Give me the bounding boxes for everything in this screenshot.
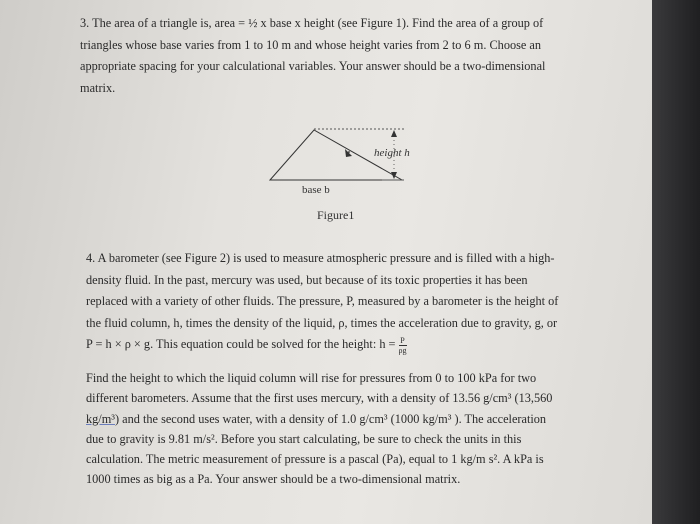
screen-edge xyxy=(652,0,700,524)
fraction-numerator: P xyxy=(400,335,405,345)
problem-4-line: density fluid. In the past, mercury was used, but because of its toxic properties it has been xyxy=(86,272,528,287)
problem-4-line: due to gravity is 9.81 m/s². Before you start calculating, be sure to check the units in this xyxy=(86,431,522,446)
slant-arrow-head xyxy=(345,149,352,157)
figure-caption: Figure1 xyxy=(317,208,355,222)
base-label: base b xyxy=(302,184,330,196)
problem-4-line: the fluid column, h, times the density of the liquid, ρ, times the acceleration due to gravity, g, or xyxy=(86,315,558,330)
problem-4-line: 4. A barometer (see Figure 2) is used to measure atmospheric pressure and is filled with a high- xyxy=(86,251,555,265)
problem-4-line: Find the height to which the liquid column will rise for pressures from 0 to 100 kPa for two xyxy=(86,371,537,385)
height-fraction xyxy=(399,336,407,355)
problem-4-line: 1000 times as big as a Pa. Your answer should be a two-dimensional matrix. xyxy=(86,472,461,487)
problem-4-line: different barometers. Assume that the first uses mercury, with a density of 13.56 g/cm³ (13,560 xyxy=(86,391,553,406)
problem-4-line: calculation. The metric measurement of pressure is a pascal (Pa), equal to 1 kg/m s². A kPa is xyxy=(86,452,544,467)
problem-3-line: 3. The area of a triangle is, area = ½ x base x height (see Figure 1). Find the area of a group of xyxy=(80,16,544,30)
height-arrow-head-bottom xyxy=(391,172,397,179)
height-arrow-head-top xyxy=(391,130,397,137)
problem-4-line xyxy=(86,409,626,429)
problem-4-text xyxy=(86,248,621,356)
equation-line xyxy=(86,334,621,356)
problem-3-line: matrix. xyxy=(80,80,116,95)
equation-text: P = h × ρ × g. This equation could be solved for the height: h = xyxy=(86,337,396,351)
density-unit-underlined: kg/m³ xyxy=(86,411,115,426)
problem-3-text xyxy=(80,13,625,99)
density-line-rest: ) and the second uses water, with a density of 1.0 g/cm³ (1000 kg/m³ ). The acceleration xyxy=(114,411,547,426)
slant-dot xyxy=(348,151,350,153)
problem-4-line: replaced with a variety of other fluids. The pressure, P, measured by a barometer is the height of xyxy=(86,294,559,308)
fraction-denominator: ρg xyxy=(398,345,407,355)
problem-3-line: appropriate spacing for your calculational variables. Your answer should be a two-dimensional xyxy=(80,59,546,73)
problem-4-continued xyxy=(86,368,626,490)
height-label: height h xyxy=(374,147,410,159)
problem-3-line: triangles whose base varies from 1 to 10 m and whose height varies from 2 to 6 m. Choose an xyxy=(80,37,542,52)
